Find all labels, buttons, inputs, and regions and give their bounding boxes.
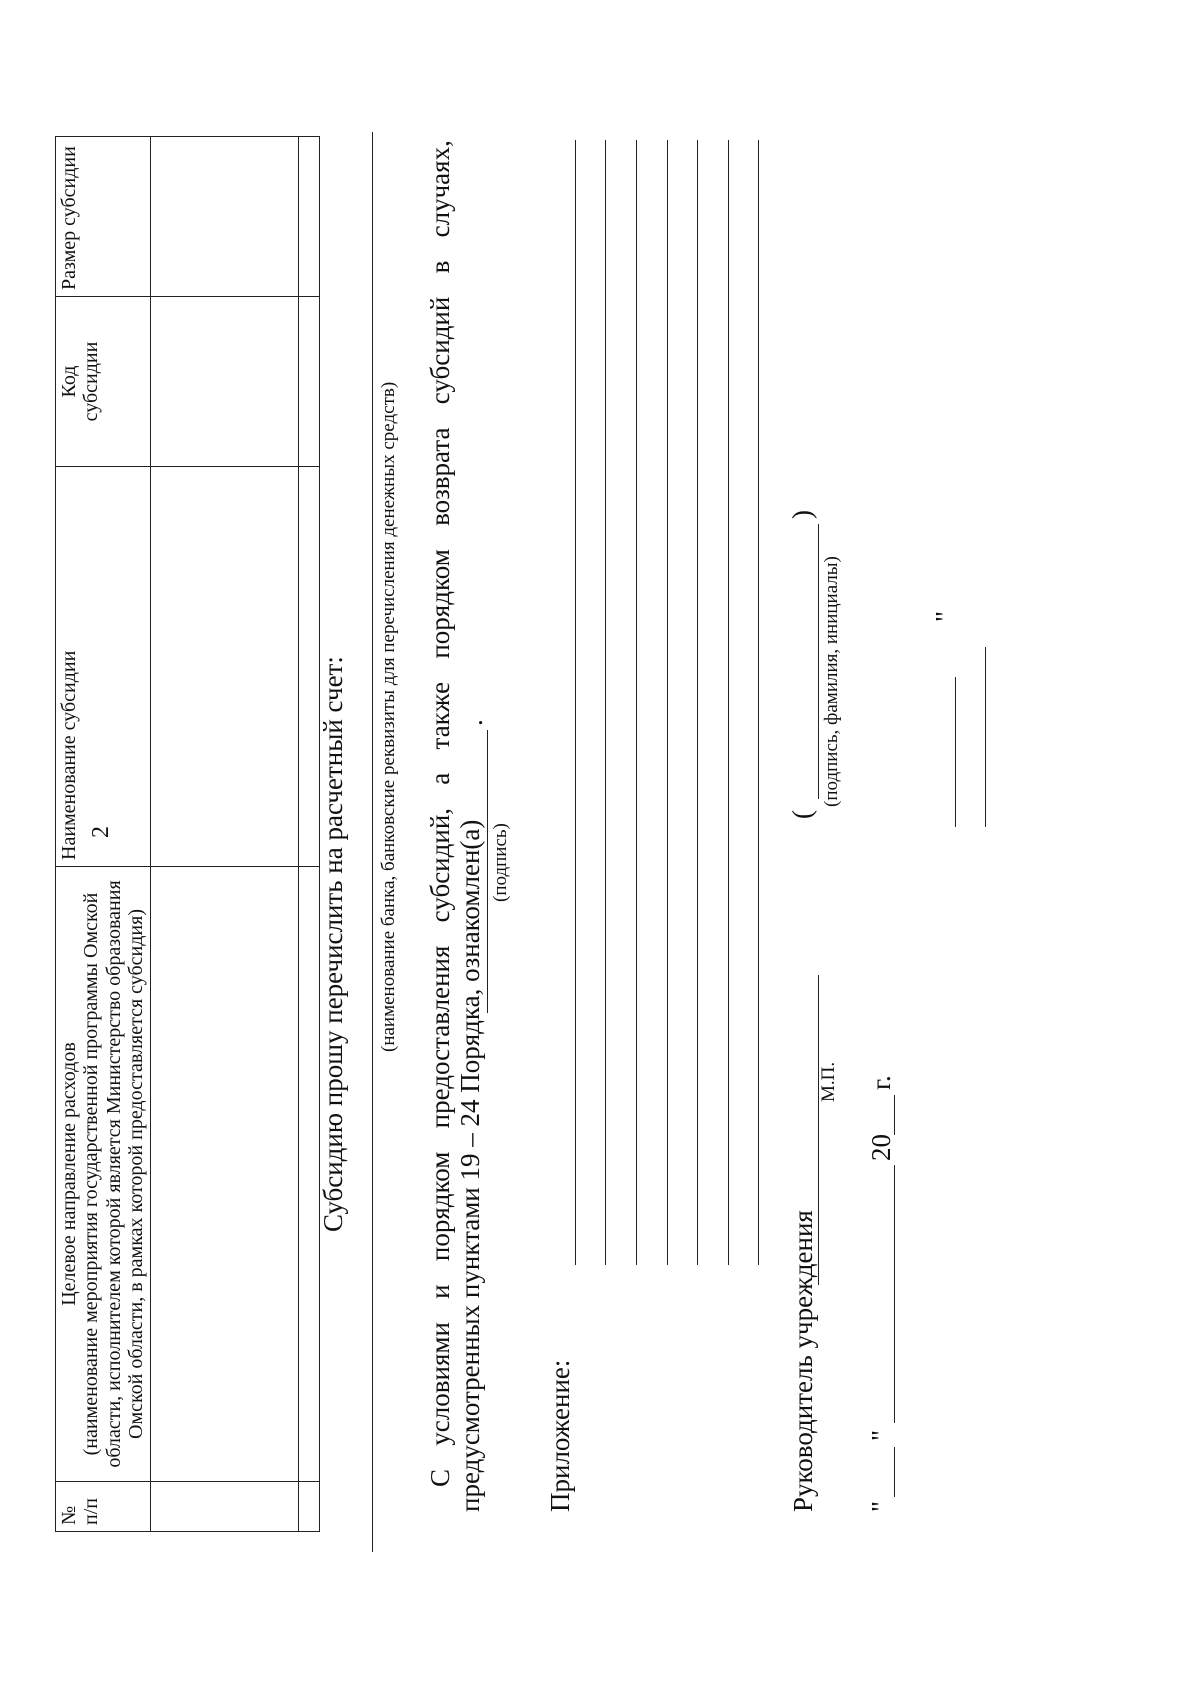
terms-text-line-1 bbox=[425, 140, 456, 1487]
terms-word: порядком bbox=[425, 549, 455, 659]
date-day-field[interactable] bbox=[894, 1447, 895, 1497]
date-month-field[interactable] bbox=[894, 1165, 895, 1423]
terms-text-line-2: предусмотренных пунктами 19 – 24 Порядка, ознакомлен(а) bbox=[455, 819, 485, 1512]
head-name-field[interactable] bbox=[818, 524, 819, 799]
table-cell[interactable] bbox=[298, 1482, 319, 1532]
date-quote-close: " bbox=[866, 1429, 896, 1441]
header-direction-line: Омской области, в рамках которой предоставляется субсидия) bbox=[125, 909, 148, 1439]
acknowledgement-signature-field[interactable] bbox=[487, 730, 488, 1013]
date-quote-open: " bbox=[866, 1500, 896, 1512]
payment-request-text: Субсидию прошу перечислить на расчетный счет: bbox=[318, 656, 348, 1232]
header-direction bbox=[56, 867, 151, 1482]
header-name: Наименование субсидии bbox=[56, 467, 151, 867]
head-signature-caption: (подпись, фамилия, инициалы) bbox=[821, 556, 842, 807]
table-cell bbox=[150, 867, 298, 1482]
terms-word: а bbox=[425, 772, 455, 785]
table-cell[interactable] bbox=[298, 467, 319, 867]
header-direction-line: Целевое направление расходов bbox=[58, 1042, 80, 1306]
appendix-line[interactable] bbox=[605, 140, 606, 1265]
terms-word: субсидий, bbox=[425, 807, 455, 923]
appendix-line[interactable] bbox=[636, 140, 637, 1265]
terms-word: условиями bbox=[425, 1322, 455, 1446]
header-amount: Размер субсидии bbox=[56, 137, 151, 297]
table-cell bbox=[150, 1482, 298, 1532]
terms-word: С bbox=[425, 1468, 455, 1487]
header-num-line: № bbox=[58, 1505, 80, 1525]
paren-open: ( bbox=[787, 810, 817, 819]
header-code bbox=[56, 297, 151, 467]
date-year-suffix: г. bbox=[866, 1075, 896, 1090]
table-row-empty bbox=[298, 137, 319, 1532]
appendix-line[interactable] bbox=[575, 140, 576, 1265]
header-num-line: п/п bbox=[80, 1498, 103, 1525]
table-cell bbox=[150, 137, 298, 297]
terms-word: предоставления bbox=[425, 945, 455, 1129]
terms-word: случаях, bbox=[425, 140, 455, 238]
table-row-header-spacer bbox=[150, 137, 298, 1532]
terms-word: и bbox=[425, 1284, 455, 1299]
subsidy-table bbox=[55, 136, 320, 1532]
table-cell[interactable] bbox=[298, 297, 319, 467]
extra-quote: " bbox=[930, 610, 960, 622]
bank-details-field[interactable] bbox=[372, 132, 373, 1552]
head-signature-field[interactable] bbox=[818, 975, 819, 1285]
terms-period: . bbox=[458, 719, 488, 726]
header-num bbox=[56, 1482, 151, 1532]
appendix-line[interactable] bbox=[697, 140, 698, 1265]
appendix-line[interactable] bbox=[728, 140, 729, 1265]
table-cell[interactable] bbox=[298, 867, 319, 1482]
header-direction-line: области, исполнителем которой является Министерство образования bbox=[102, 880, 125, 1468]
table-cell[interactable] bbox=[298, 137, 319, 297]
table-cell bbox=[150, 467, 298, 867]
signature-caption: (подпись) bbox=[490, 823, 511, 902]
paren-close: ) bbox=[787, 510, 817, 519]
table-cell bbox=[150, 297, 298, 467]
terms-word: порядком bbox=[425, 1151, 455, 1262]
terms-word: в bbox=[425, 260, 455, 274]
head-of-institution-label: Руководитель учреждения bbox=[788, 1210, 818, 1512]
header-code-line: субсидии bbox=[80, 341, 103, 422]
terms-word: субсидий bbox=[425, 296, 455, 405]
date-year-field[interactable] bbox=[894, 1095, 895, 1135]
extra-blank-line[interactable] bbox=[985, 647, 986, 827]
terms-word: также bbox=[425, 681, 455, 750]
seal-label: М.П. bbox=[818, 1061, 839, 1102]
header-code-line: Код bbox=[58, 365, 80, 398]
header-direction-line: (наименование мероприятия государственной программы Омской bbox=[80, 892, 103, 1456]
appendix-label: Приложение: bbox=[545, 1359, 575, 1512]
terms-word: возврата bbox=[425, 427, 455, 526]
extra-blank-line[interactable] bbox=[955, 677, 956, 827]
appendix-line[interactable] bbox=[667, 140, 668, 1265]
table-header-row bbox=[56, 137, 151, 1532]
date-year-prefix: 20 bbox=[866, 1134, 896, 1161]
appendix-line[interactable] bbox=[758, 140, 759, 1265]
page-number: 2 bbox=[88, 826, 114, 838]
bank-details-caption: (наименование банка, банковские реквизиты для перечисления денежных средств) bbox=[378, 381, 399, 1052]
